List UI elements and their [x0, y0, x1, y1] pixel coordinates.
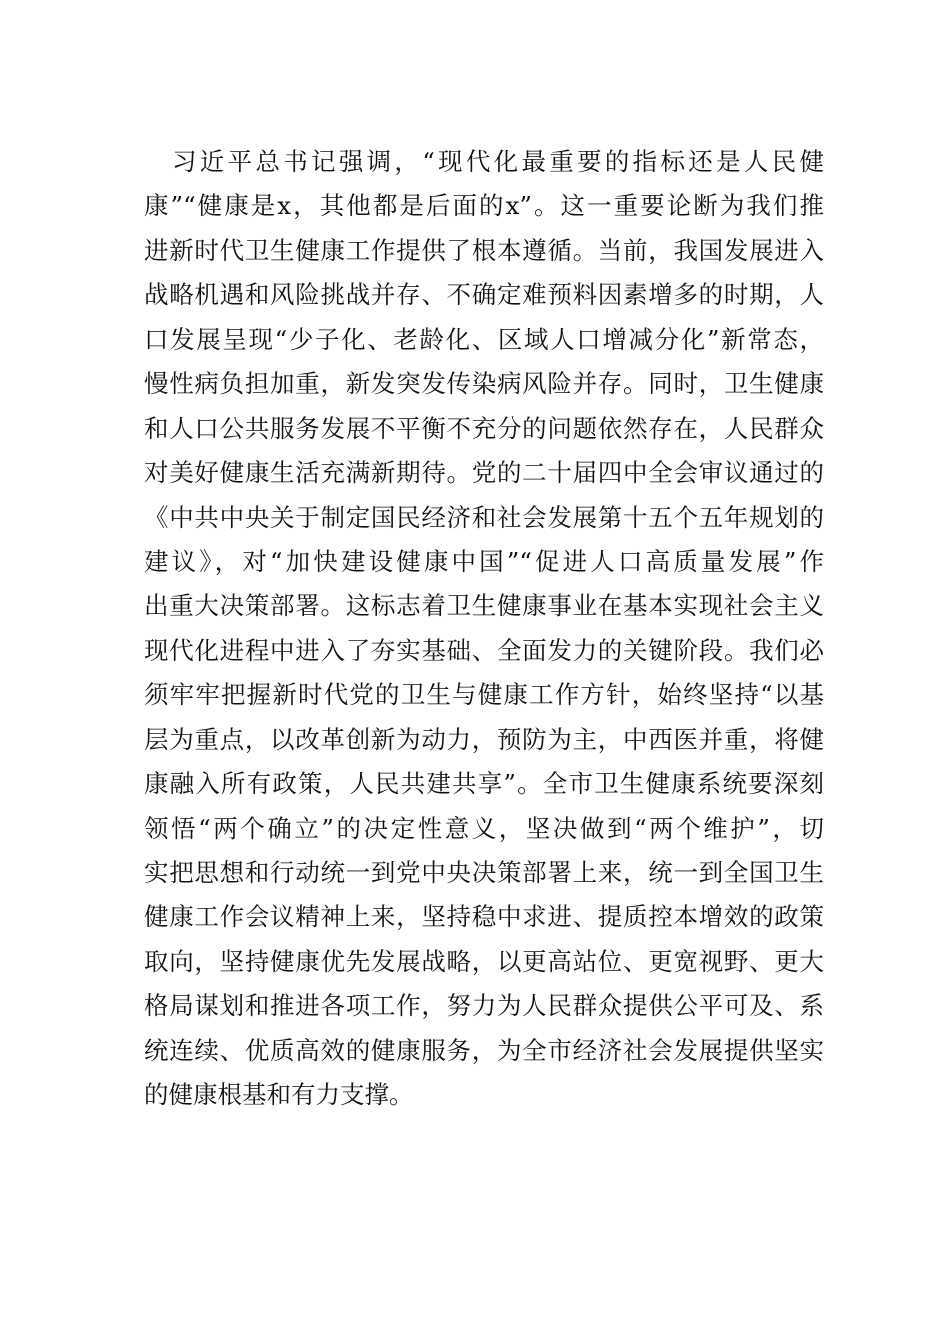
paragraph-line: 进新时代卫生健康工作提供了根本遵循。当前，我国发展进入 — [144, 235, 824, 265]
paragraph-line: 统连续、优质高效的健康服务，为全市经济社会发展提供坚实 — [144, 1035, 824, 1065]
paragraph-line: 取向，坚持健康优先发展战略，以更高站位、更宽视野、更大 — [144, 946, 824, 976]
paragraph-line: 格局谋划和推进各项工作，努力为人民群众提供公平可及、系 — [144, 991, 824, 1021]
paragraph-line: 对美好健康生活充满新期待。党的二十届四中全会审议通过的 — [144, 458, 824, 488]
paragraph-line: 康”“健康是x，其他都是后面的x”。这一重要论断为我们推 — [144, 191, 824, 221]
paragraph-line: 领悟“两个确立”的决定性意义，坚决做到“两个维护”，切 — [144, 813, 824, 843]
paragraph-line: 健康工作会议精神上来，坚持稳中求进、提质控本增效的政策 — [144, 902, 824, 932]
paragraph-line: 习近平总书记强调，“现代化最重要的指标还是人民健 — [172, 147, 824, 176]
paragraph-line: 现代化进程中进入了夯实基础、全面发力的关键阶段。我们必 — [144, 635, 824, 665]
paragraph-line: 慢性病负担加重，新发突发传染病风险并存。同时，卫生健康 — [144, 369, 824, 399]
paragraph-line: 康融入所有政策，人民共建共享”。全市卫生健康系统要深刻 — [144, 769, 824, 799]
paragraph-line: 出重大决策部署。这标志着卫生健康事业在基本实现社会主义 — [144, 591, 824, 621]
paragraph-line: 的健康根基和有力支撑。 — [144, 1080, 414, 1110]
paragraph-line: 层为重点，以改革创新为动力，预防为主，中西医并重，将健 — [144, 724, 824, 754]
paragraph-line: 口发展呈现“少子化、老龄化、区域人口增减分化”新常态， — [144, 324, 824, 354]
paragraph-line: 实把思想和行动统一到党中央决策部署上来，统一到全国卫生 — [144, 858, 824, 887]
paragraph-line: 建议》，对“加快建设健康中国”“促进人口高质量发展”作 — [144, 546, 824, 576]
paragraph-line: 《中共中央关于制定国民经济和社会发展第十五个五年规划的 — [144, 502, 824, 532]
paragraph-line: 战略机遇和风险挑战并存、不确定难预料因素增多的时期，人 — [144, 280, 824, 310]
paragraph-line: 和人口公共服务发展不平衡不充分的问题依然存在，人民群众 — [144, 413, 824, 443]
paragraph-line: 须牢牢把握新时代党的卫生与健康工作方针，始终坚持“以基 — [144, 680, 824, 710]
body-paragraph — [144, 140, 824, 1118]
